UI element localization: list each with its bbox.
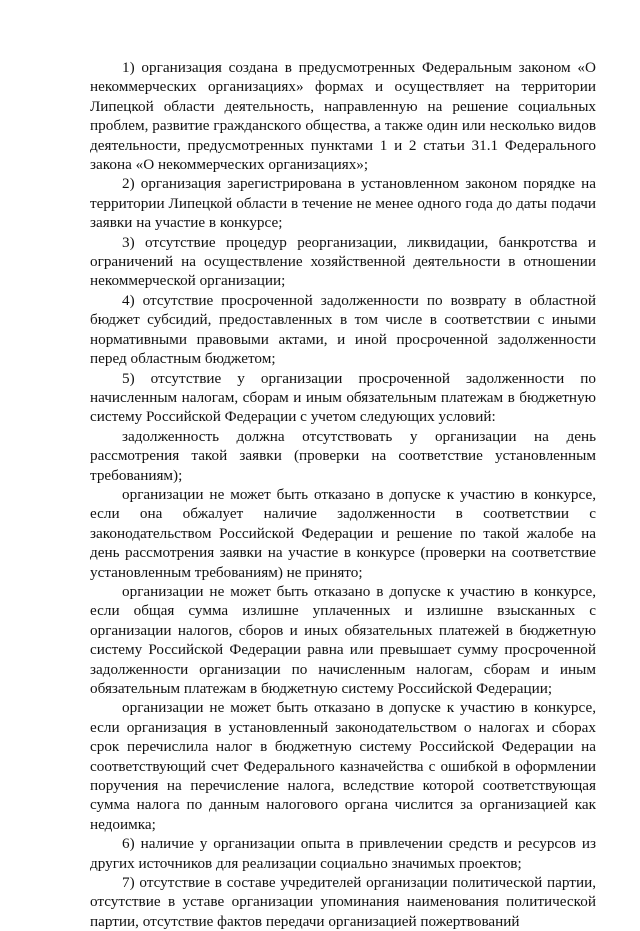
paragraph-criterion-5: 5) отсутствие у организации просроченной задолженности по начисленным налогам, сборам и иным обязательным платежам в бюджетную систему Российской Федерации с учетом следующих условий: xyxy=(90,369,596,426)
paragraph-criterion-4: 4) отсутствие просроченной задолженности по возврату в областной бюджет субсидий, предоставленных в том числе в соответствии с иными нормативными правовыми актами, и иной просроченной задолженности перед областным бюджетом; xyxy=(90,291,596,368)
paragraph-condition-appeal: организации не может быть отказано в допуске к участию в конкурсе, если она обжалует наличие задолженности в соответствии с законодательством Российской Федерации и решение по такой жалобе на день рассмотрения заявки на участие в конкурсе (проверки на соответствие установленным требованиям) не принято; xyxy=(90,485,596,581)
document-page xyxy=(90,58,596,931)
paragraph-condition-payment-error: организации не может быть отказано в допуске к участию в конкурсе, если организация в установленный законодательством о налогах и сборах срок перечислила налог в бюджетную систему Российской Федерации на соответствующий счет Федерального казначейства с ошибкой в оформлении поручения на перечисление налога, вследствие которой соответствующая сумма налога по данным налогового органа числится за организацией как недоимка; xyxy=(90,699,596,833)
paragraph-criterion-6: 6) наличие у организации опыта в привлечении средств и ресурсов из других источников для реализации социально значимых проектов; xyxy=(90,835,596,872)
paragraph-condition-overpayment: организации не может быть отказано в допуске к участию в конкурсе, если общая сумма излишне уплаченных и излишне взысканных с организации налогов, сборов и иных обязательных платежей в бюджетную систему Российской Федерации равна или превышает сумму просроченной задолженности организации по начисленным налогам, сборам и иным обязательным платежам в бюджетную систему Российской Федерации; xyxy=(90,582,596,697)
paragraph-criterion-7: 7) отсутствие в составе учредителей организации политической партии, отсутствие в уставе организации упоминания наименования политической партии, отсутствие фактов передачи организацией пожертвований xyxy=(90,874,596,930)
paragraph-criterion-1: 1) организация создана в предусмотренных Федеральным законом «О некоммерческих организациях» формах и осуществляет на территории Липецкой области деятельность, направленную на решение социальных проблем, развитие гражданского общества, а также один или несколько видов деятельности, предусмотренных пунктами 1 и 2 статьи 31.1 Федерального закона «О некоммерческих организациях»; xyxy=(90,59,596,174)
paragraph-condition-debt-absent: задолженность должна отсутствовать у организации на день рассмотрения такой заявки (проверки на соответствие установленным требованиям); xyxy=(90,427,596,484)
paragraph-criterion-3: 3) отсутствие процедур реорганизации, ликвидации, банкротства и ограничений на осуществление хозяйственной деятельности в отношении некоммерческой организации; xyxy=(90,233,596,290)
paragraph-criterion-2: 2) организация зарегистрирована в установленном законом порядке на территории Липецкой области в течение не менее одного года до даты подачи заявки на участие в конкурсе; xyxy=(90,175,596,232)
